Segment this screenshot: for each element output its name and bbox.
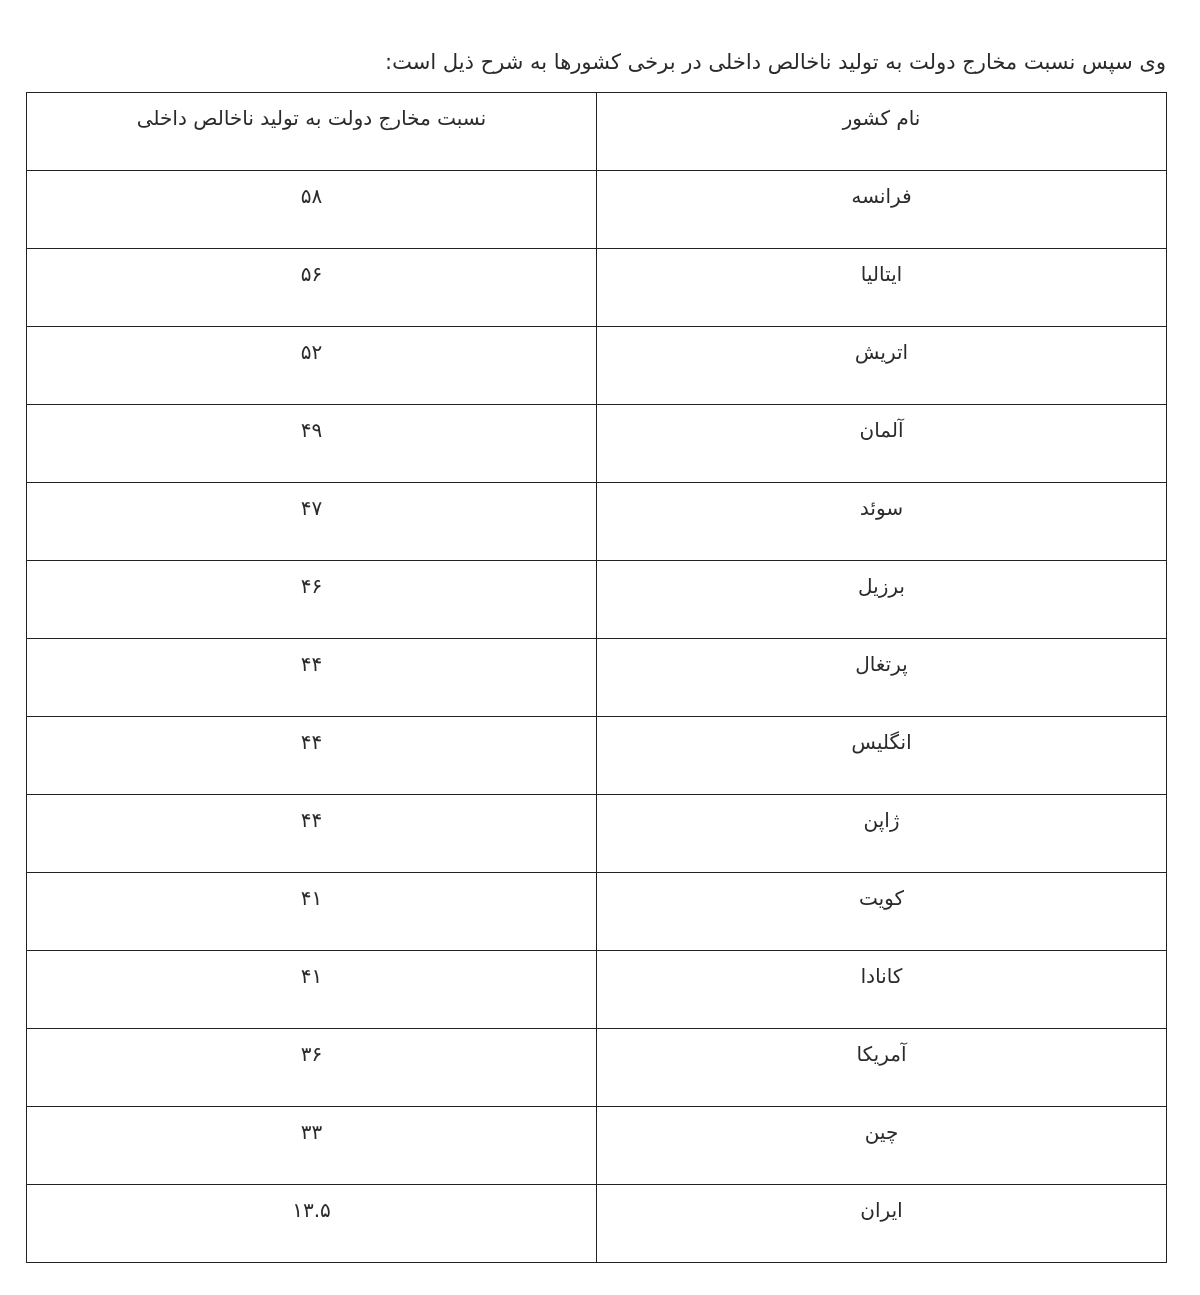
ratio-cell: ۴۴ [27, 795, 597, 873]
government-spending-table [26, 92, 1167, 1263]
table-row [27, 1029, 1167, 1107]
country-cell: سوئد [597, 483, 1167, 561]
header-ratio: نسبت مخارج دولت به تولید ناخالص داخلی [27, 93, 597, 171]
ratio-cell: ۳۶ [27, 1029, 597, 1107]
country-cell: چین [597, 1107, 1167, 1185]
table-row [27, 1107, 1167, 1185]
country-cell: کانادا [597, 951, 1167, 1029]
country-cell: آمریکا [597, 1029, 1167, 1107]
country-cell: کویت [597, 873, 1167, 951]
table-row [27, 639, 1167, 717]
ratio-cell: ۳۳ [27, 1107, 597, 1185]
table-body [27, 93, 1167, 1263]
country-cell: ژاپن [597, 795, 1167, 873]
country-cell: پرتغال [597, 639, 1167, 717]
ratio-cell: ۴۷ [27, 483, 597, 561]
country-cell: ایران [597, 1185, 1167, 1263]
country-cell: اتریش [597, 327, 1167, 405]
table-row [27, 171, 1167, 249]
table-row [27, 405, 1167, 483]
table-header-row [27, 93, 1167, 171]
table-row [27, 873, 1167, 951]
ratio-cell: ۵۲ [27, 327, 597, 405]
ratio-cell: ۴۱ [27, 951, 597, 1029]
country-cell: ایتالیا [597, 249, 1167, 327]
ratio-cell: ۵۶ [27, 249, 597, 327]
country-cell: انگلیس [597, 717, 1167, 795]
country-cell: آلمان [597, 405, 1167, 483]
table-row [27, 327, 1167, 405]
table-row [27, 951, 1167, 1029]
ratio-cell: ۴۹ [27, 405, 597, 483]
country-cell: برزیل [597, 561, 1167, 639]
ratio-cell: ۴۶ [27, 561, 597, 639]
ratio-cell: ۴۱ [27, 873, 597, 951]
ratio-cell: ۴۴ [27, 639, 597, 717]
ratio-cell: ۱۳.۵ [27, 1185, 597, 1263]
table-row [27, 717, 1167, 795]
header-country: نام کشور [597, 93, 1167, 171]
country-cell: فرانسه [597, 171, 1167, 249]
intro-paragraph: وی سپس نسبت مخارج دولت به تولید ناخالص داخلی در برخی کشورها به شرح ذیل است: [385, 50, 1166, 74]
table-row [27, 483, 1167, 561]
table-row [27, 561, 1167, 639]
table-row [27, 249, 1167, 327]
ratio-cell: ۴۴ [27, 717, 597, 795]
table-row [27, 795, 1167, 873]
table-row [27, 1185, 1167, 1263]
ratio-cell: ۵۸ [27, 171, 597, 249]
